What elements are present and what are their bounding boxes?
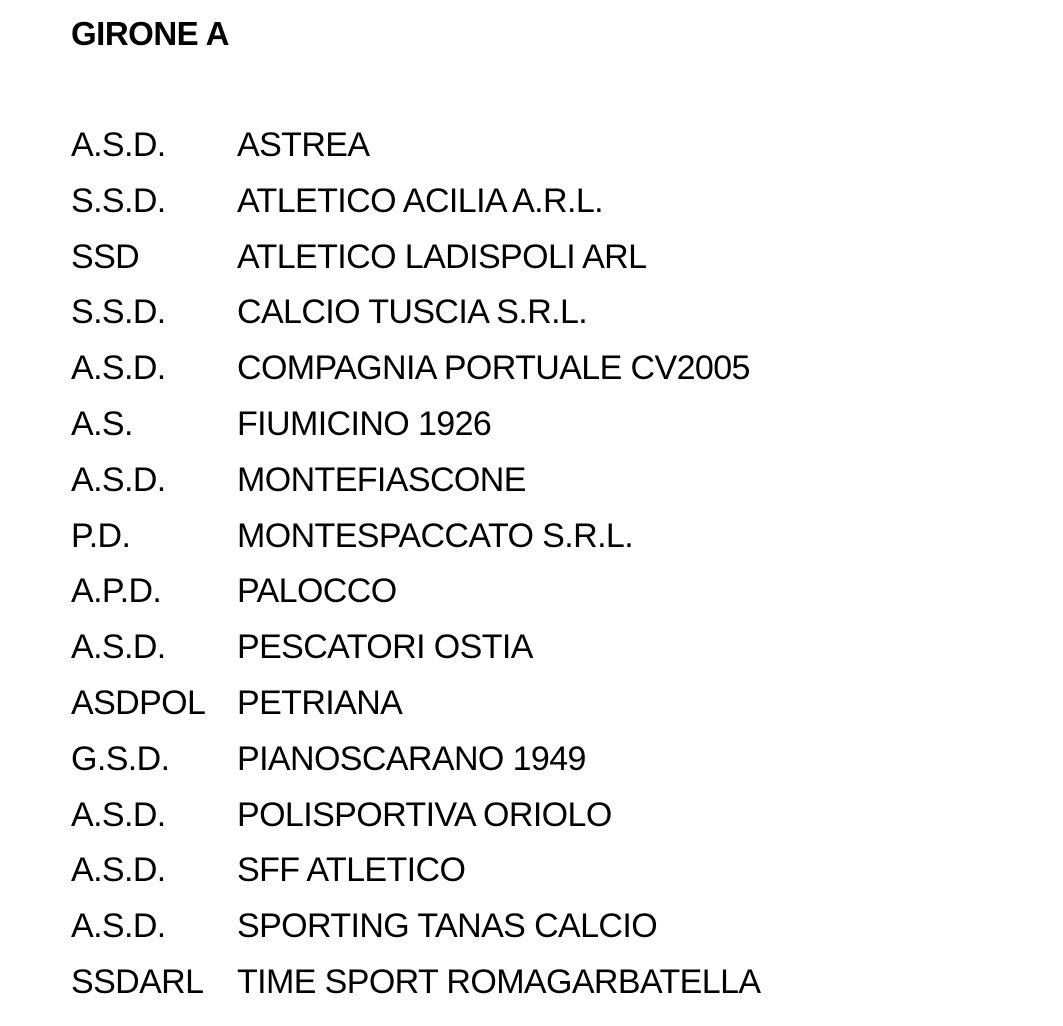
- club-prefix: S.S.D.: [71, 181, 166, 220]
- list-item: [71, 118, 760, 174]
- club-prefix: A.S.D.: [71, 795, 166, 834]
- list-item: [71, 397, 760, 453]
- club-prefix: P.D.: [71, 516, 131, 555]
- list-item: [71, 955, 760, 1011]
- club-prefix: A.S.D.: [71, 907, 166, 946]
- club-name: PESCATORI OSTIA: [237, 628, 533, 667]
- club-name: SPORTING TANAS CALCIO: [237, 907, 658, 946]
- club-prefix: A.S.D.: [71, 460, 166, 499]
- club-prefix: A.S.D.: [71, 628, 166, 667]
- club-name: MONTESPACCATO S.R.L.: [237, 516, 634, 555]
- club-prefix: SSDARL: [71, 962, 204, 1001]
- list-item: [71, 285, 760, 341]
- club-name: ATLETICO LADISPOLI ARL: [237, 237, 647, 276]
- list-item: [71, 788, 760, 844]
- club-prefix: G.S.D.: [71, 739, 170, 778]
- club-prefix: A.S.D.: [71, 851, 166, 890]
- club-prefix: A.S.D.: [71, 349, 166, 388]
- list-item: [71, 230, 760, 286]
- club-name: PETRIANA: [237, 683, 403, 722]
- club-name: PIANOSCARANO 1949: [237, 739, 586, 778]
- list-item: [71, 341, 760, 397]
- group-title: GIRONE A: [71, 15, 229, 52]
- club-prefix: A.P.D.: [71, 572, 162, 611]
- club-name: SFF ATLETICO: [237, 851, 466, 890]
- club-name: PALOCCO: [237, 572, 397, 611]
- club-name: CALCIO TUSCIA S.R.L.: [237, 293, 588, 332]
- list-item: [71, 899, 760, 955]
- list-item: [71, 732, 760, 788]
- club-prefix: A.S.D.: [71, 126, 166, 164]
- list-item: [71, 843, 760, 899]
- list-item: [71, 509, 760, 565]
- club-prefix: A.S.: [71, 404, 133, 443]
- list-item: [71, 174, 760, 230]
- list-item: [71, 676, 760, 732]
- club-name: POLISPORTIVA ORIOLO: [237, 795, 612, 834]
- club-name: COMPAGNIA PORTUALE CV2005: [237, 349, 750, 388]
- club-name: TIME SPORT ROMAGARBATELLA: [237, 962, 761, 1001]
- club-name: ASTREA: [237, 126, 370, 164]
- club-name: MONTEFIASCONE: [237, 460, 526, 499]
- club-prefix: SSD: [71, 237, 140, 276]
- list-item: [71, 620, 760, 676]
- club-name: ATLETICO ACILIA A.R.L.: [237, 181, 603, 220]
- list-item: [71, 453, 760, 509]
- club-prefix: S.S.D.: [71, 293, 166, 332]
- club-list: [71, 118, 760, 1011]
- club-prefix: ASDPOL: [71, 683, 206, 722]
- club-name: FIUMICINO 1926: [237, 404, 492, 443]
- list-item: [71, 564, 760, 620]
